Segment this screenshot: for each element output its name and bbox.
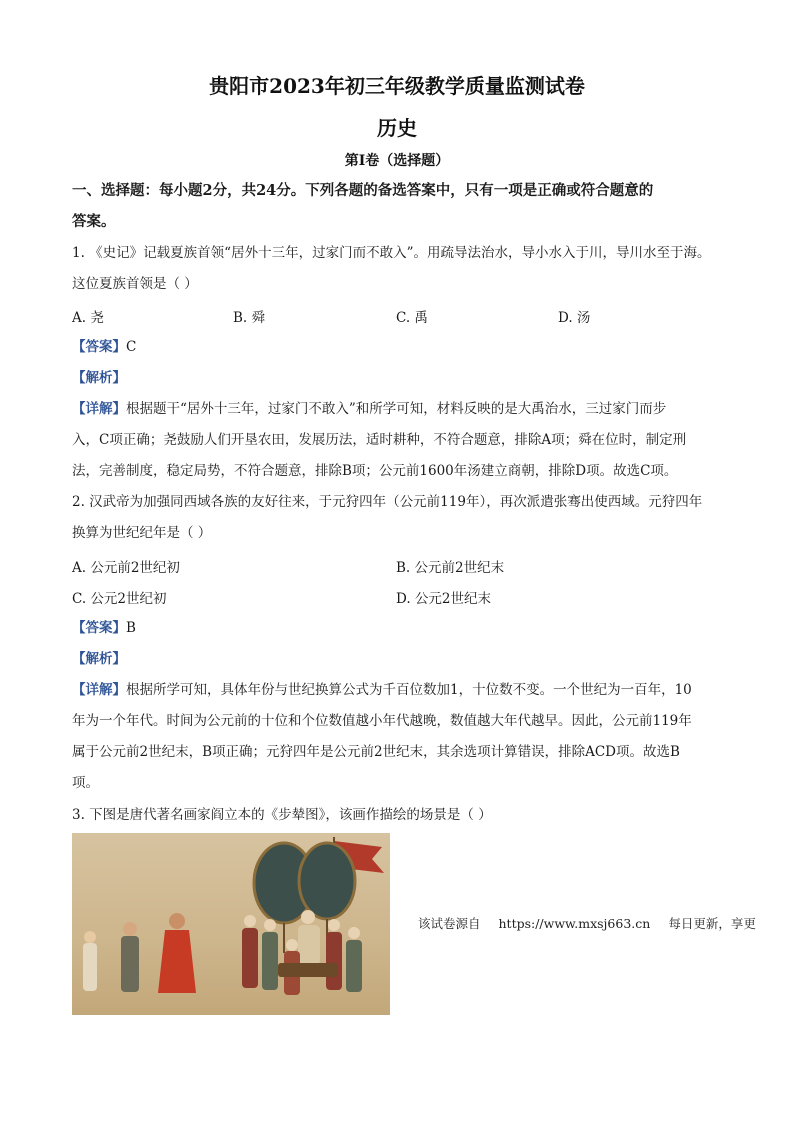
q1-detail-text1: 根据题干“居外十三年，过家门不敢入”和所学可知，材料反映的是大禹治水，三过家门而步 bbox=[126, 401, 667, 417]
painting-image bbox=[72, 833, 390, 1015]
q2-stem-line1: 2. 汉武帝为加强同西域各族的友好往来，于元狩四年（公元前119年），再次派遣张骞出使西域。元狩四年 bbox=[72, 494, 703, 510]
source-notice bbox=[418, 914, 770, 932]
section-instruction-line2: 答案。 bbox=[72, 213, 116, 230]
q2-option-c: C. 公元2世纪初 bbox=[72, 591, 167, 607]
q1-option-c: C. 禹 bbox=[396, 310, 428, 326]
q1-option-b: B. 舜 bbox=[233, 310, 266, 326]
detail-tag: 【详解】 bbox=[72, 401, 126, 417]
q2-detail-text1: 根据所学可知，具体年份与世纪换算公式为千百位数加1，十位数不变。一个世纪为一百年，10 bbox=[126, 682, 692, 698]
q1-stem-line1: 1. 《史记》记载夏族首领“居外十三年，过家门而不敢入”。用疏导法治水，导小水入于川，导川水至于海。 bbox=[72, 245, 711, 261]
part-title: 第Ⅰ卷（选择题） bbox=[344, 153, 450, 169]
analysis-tag: 【解析】 bbox=[72, 651, 126, 667]
q1-option-d: D. 汤 bbox=[558, 310, 591, 326]
q1-analysis bbox=[72, 368, 732, 388]
q1-detail-line1 bbox=[72, 399, 732, 419]
q2-option-d: D. 公元2世纪末 bbox=[396, 591, 492, 607]
q2-answer-value: B bbox=[126, 620, 136, 636]
q1-answer-value: C bbox=[126, 339, 137, 355]
source-prefix: 该试卷源自 bbox=[418, 916, 481, 931]
q2-analysis bbox=[72, 649, 732, 669]
q3-stem-line1: 3. 下图是唐代著名画家阎立本的《步辇图》，该画作描绘的场景是（ ） bbox=[72, 807, 492, 823]
q2-detail-line2: 年为一个年代。时间为公元前的十位和个位数值越小年代越晚，数值越大年代越早。因此，公元前119年 bbox=[72, 713, 692, 729]
exam-title: 贵阳市2023年初三年级教学质量监测试卷 bbox=[209, 74, 585, 98]
painting-illustration bbox=[72, 833, 390, 1015]
answer-tag: 【答案】 bbox=[72, 620, 126, 636]
q1-answer bbox=[72, 337, 732, 357]
source-suffix: 每日更新，享更 bbox=[668, 916, 756, 931]
q1-option-a: A. 尧 bbox=[72, 310, 104, 326]
q1-detail-line2: 入，C项正确；尧鼓励人们开垦农田，发展历法，适时耕种，不符合题意，排除A项；舜在位时，制定刑 bbox=[72, 432, 687, 448]
section-instruction-line1: 一、选择题：每小题2分，共24分。下列各题的备选答案中，只有一项是正确或符合题意的 bbox=[72, 182, 654, 199]
q2-detail-line3: 属于公元前2世纪末，B项正确；元狩四年是公元前2世纪末，其余选项计算错误，排除ACD项。故选B bbox=[72, 744, 680, 760]
answer-tag: 【答案】 bbox=[72, 339, 126, 355]
q2-detail-line1 bbox=[72, 680, 732, 700]
q1-detail-line3: 法，完善制度，稳定局势，不符合题意，排除B项；公元前1600年汤建立商朝，排除D项。故选C项。 bbox=[72, 463, 678, 479]
analysis-tag: 【解析】 bbox=[72, 370, 126, 386]
q2-stem-line2: 换算为世纪纪年是（ ） bbox=[72, 525, 212, 541]
q2-detail-line4: 项。 bbox=[72, 775, 99, 791]
q2-option-b: B. 公元前2世纪末 bbox=[396, 560, 505, 576]
q2-answer bbox=[72, 618, 732, 638]
source-url[interactable]: https://www.mxsj663.cn bbox=[498, 916, 651, 931]
subject-title: 历史 bbox=[377, 116, 417, 140]
q1-stem-line2: 这位夏族首领是（ ） bbox=[72, 276, 198, 292]
detail-tag: 【详解】 bbox=[72, 682, 126, 698]
q2-option-a: A. 公元前2世纪初 bbox=[72, 560, 180, 576]
